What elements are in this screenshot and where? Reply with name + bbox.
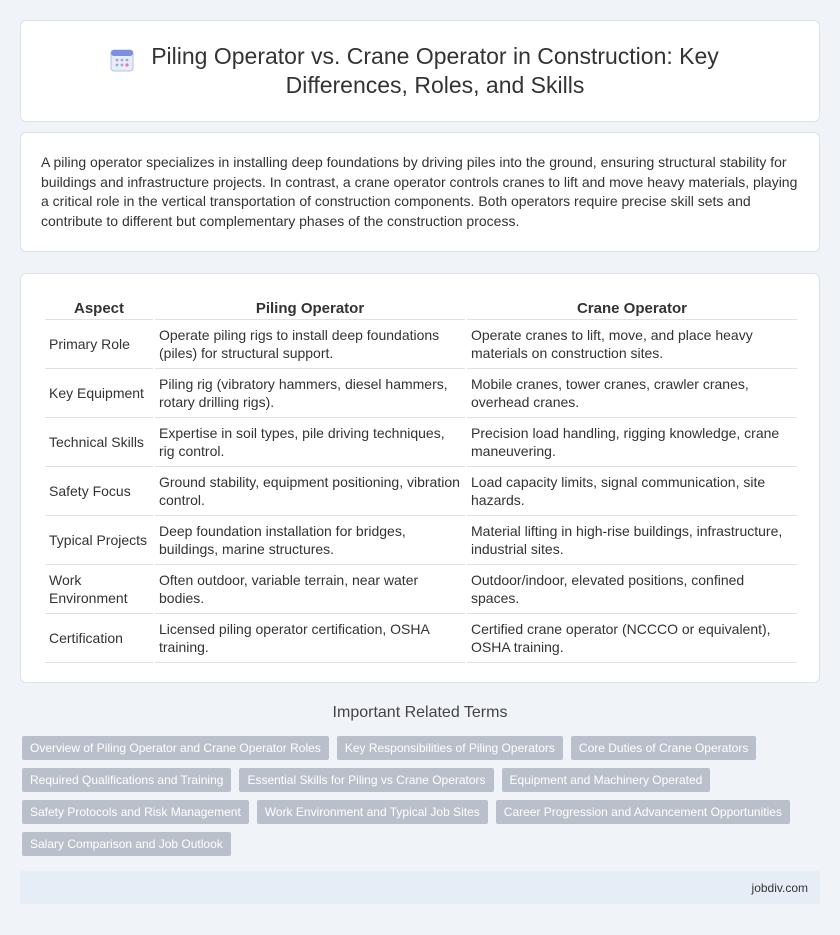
table-cell-crane: Certified crane operator (NCCCO or equivalent), OSHA training. bbox=[467, 614, 797, 663]
column-header-aspect: Aspect bbox=[45, 294, 153, 320]
table-cell-crane: Mobile cranes, tower cranes, crawler cranes, overhead cranes. bbox=[467, 369, 797, 418]
table-row bbox=[45, 516, 797, 565]
table-cell-aspect: Typical Projects bbox=[45, 516, 153, 565]
table-row bbox=[45, 320, 797, 369]
related-term-tag[interactable]: Salary Comparison and Job Outlook bbox=[22, 832, 231, 856]
table-cell-aspect: Safety Focus bbox=[45, 467, 153, 516]
comparison-table bbox=[43, 294, 799, 663]
table-cell-crane: Operate cranes to lift, move, and place heavy materials on construction sites. bbox=[467, 320, 797, 369]
footer bbox=[20, 871, 820, 904]
column-header-piling: Piling Operator bbox=[155, 294, 465, 320]
table-cell-crane: Precision load handling, rigging knowledge, crane maneuvering. bbox=[467, 418, 797, 467]
table-cell-aspect: Key Equipment bbox=[45, 369, 153, 418]
header-card bbox=[20, 20, 820, 122]
table-cell-piling: Deep foundation installation for bridges, buildings, marine structures. bbox=[155, 516, 465, 565]
table-cell-aspect: Certification bbox=[45, 614, 153, 663]
table-row bbox=[45, 565, 797, 614]
table-cell-aspect: Technical Skills bbox=[45, 418, 153, 467]
intro-paragraph: A piling operator specializes in installing deep foundations by driving piles into the ground, ensuring structural stability for buildings and infrastructure projects. In contrast, a crane operator controls cranes to lift and move heavy materials, playing a critical role in the vertical transportation of construction components. Both operators require precise skill sets and contribute to different but complementary phases of the construction process. bbox=[41, 154, 798, 229]
related-term-tag[interactable]: Overview of Piling Operator and Crane Operator Roles bbox=[22, 736, 329, 760]
table-row bbox=[45, 614, 797, 663]
related-term-tag[interactable]: Work Environment and Typical Job Sites bbox=[257, 800, 488, 824]
related-terms-title: Important Related Terms bbox=[332, 704, 508, 721]
table-row bbox=[45, 369, 797, 418]
related-term-tag[interactable]: Key Responsibilities of Piling Operators bbox=[337, 736, 563, 760]
column-header-crane: Crane Operator bbox=[467, 294, 797, 320]
table-cell-crane: Outdoor/indoor, elevated positions, confined spaces. bbox=[467, 565, 797, 614]
page-title: Piling Operator vs. Crane Operator in Construction: Key Differences, Roles, and Skills bbox=[151, 43, 719, 98]
table-cell-piling: Piling rig (vibratory hammers, diesel hammers, rotary drilling rigs). bbox=[155, 369, 465, 418]
comparison-table-card bbox=[20, 273, 820, 683]
related-term-tag[interactable]: Safety Protocols and Risk Management bbox=[22, 800, 249, 824]
table-cell-piling: Licensed piling operator certification, OSHA training. bbox=[155, 614, 465, 663]
intro-card bbox=[20, 132, 820, 252]
table-cell-piling: Operate piling rigs to install deep foundations (piles) for structural support. bbox=[155, 320, 465, 369]
related-term-tag[interactable]: Core Duties of Crane Operators bbox=[571, 736, 756, 760]
related-terms-list bbox=[22, 736, 812, 864]
table-cell-aspect: Primary Role bbox=[45, 320, 153, 369]
related-term-tag[interactable]: Career Progression and Advancement Opportunities bbox=[496, 800, 790, 824]
related-term-tag[interactable]: Essential Skills for Piling vs Crane Operators bbox=[239, 768, 493, 792]
table-header-row bbox=[45, 294, 797, 320]
table-cell-piling: Ground stability, equipment positioning, vibration control. bbox=[155, 467, 465, 516]
footer-site-link[interactable]: jobdiv.com bbox=[751, 880, 808, 895]
table-cell-crane: Material lifting in high-rise buildings, infrastructure, industrial sites. bbox=[467, 516, 797, 565]
table-row bbox=[45, 467, 797, 516]
table-cell-piling: Expertise in soil types, pile driving techniques, rig control. bbox=[155, 418, 465, 467]
table-cell-piling: Often outdoor, variable terrain, near water bodies. bbox=[155, 565, 465, 614]
table-row bbox=[45, 418, 797, 467]
table-cell-crane: Load capacity limits, signal communication, site hazards. bbox=[467, 467, 797, 516]
related-term-tag[interactable]: Equipment and Machinery Operated bbox=[502, 768, 711, 792]
table-cell-aspect: Work Environment bbox=[45, 565, 153, 614]
related-term-tag[interactable]: Required Qualifications and Training bbox=[22, 768, 231, 792]
